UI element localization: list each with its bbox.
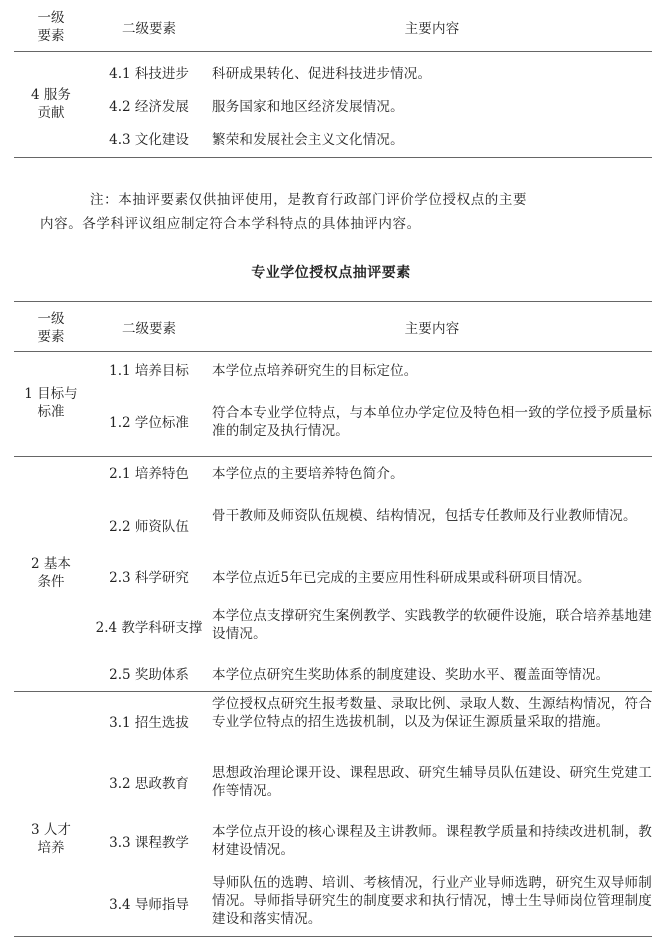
header-level2: 二级要素: [122, 21, 176, 37]
level2-2-5: 2.5 奖助体系: [109, 667, 189, 683]
header-content: 主要内容: [404, 21, 460, 37]
content-4-3: 繁荣和发展社会主义文化情况。: [212, 132, 404, 148]
content-2-3: 本学位点近5年已完成的主要应用性科研成果或科研项目情况。: [212, 570, 591, 586]
table1-bottom-rule: [14, 157, 652, 158]
table-professional-degree: [14, 296, 652, 943]
level1-basic-conditions: 2 基本 条件: [31, 556, 71, 590]
table2-bottom-rule: [14, 936, 652, 937]
content-2-5: 本学位点研究生奖助体系的制度建设、奖助水平、覆盖面等情况。: [212, 667, 610, 683]
level1-service: 4 服务 贡献: [31, 87, 71, 121]
header-level1: 一级 要素: [37, 311, 65, 345]
level2-3-1: 3.1 招生选拔: [109, 715, 189, 731]
note-line-1: 注：本抽评要素仅供抽评使用，是教育行政部门评价学位授权点的主要: [90, 192, 528, 208]
level2-2-1: 2.1 培养特色: [109, 466, 189, 482]
level2-3-4: 3.4 导师指导: [109, 897, 189, 913]
header-level2: 二级要素: [122, 321, 176, 337]
content-2-4: 本学位点支撑研究生案例教学、实践教学的软硬件设施，联合培养基地建设情况。: [212, 608, 652, 642]
table-service-contribution: [14, 0, 652, 160]
level1-talent-cultivation: 3 人才 培养: [31, 822, 71, 856]
header-rule: [14, 51, 652, 52]
content-4-1: 科研成果转化、促进科技进步情况。: [212, 66, 432, 82]
group1-rule: [14, 456, 652, 457]
header-level1: 一级 要素: [37, 10, 65, 44]
content-2-2: 骨干教师及师资队伍规模、结构情况，包括专任教师及行业教师情况。: [212, 508, 637, 524]
content-1-1: 本学位点培养研究生的目标定位。: [212, 363, 418, 379]
level2-2-2: 2.2 师资队伍: [109, 519, 189, 535]
level2-4-1: 4.1 科技进步: [109, 66, 189, 82]
note-line-2: 内容。各学科评议组应制定符合本学科特点的具体抽评内容。: [40, 216, 421, 232]
content-3-4: 导师队伍的选聘、培训、考核情况，行业产业导师选聘，研究生双导师制情况。导师指导研究生的制度要求和执行情况，博士生导师岗位管理制度建设和落实情况。: [212, 875, 652, 927]
content-3-2: 思想政治理论课开设、课程思政、研究生辅导员队伍建设、研究生党建工作等情况。: [212, 765, 652, 799]
level2-4-3: 4.3 文化建设: [109, 132, 189, 148]
level2-2-3: 2.3 科学研究: [109, 570, 189, 586]
content-1-2: 符合本专业学位特点，与本单位办学定位及特色相一致的学位授予质量标准的制定及执行情况。: [212, 405, 652, 439]
section-title: 专业学位授权点抽评要素: [251, 265, 411, 281]
group2-rule: [14, 691, 652, 692]
content-2-1: 本学位点的主要培养特色简介。: [212, 466, 404, 482]
level2-4-2: 4.2 经济发展: [109, 99, 189, 115]
level2-1-2: 1.2 学位标准: [109, 415, 189, 431]
content-4-2: 服务国家和地区经济发展情况。: [212, 99, 404, 115]
note-paragraph: [40, 188, 630, 236]
header-content: 主要内容: [404, 321, 460, 337]
table2-header-rule: [14, 351, 652, 352]
level2-1-1: 1.1 培养目标: [109, 363, 189, 379]
table2-top-rule: [14, 301, 652, 302]
content-3-1: 学位授权点研究生报考数量、录取比例、录取人数、生源结构情况，符合专业学位特点的招生选拔机制，以及为保证生源质量采取的措施。: [212, 696, 652, 730]
level2-3-3: 3.3 课程教学: [109, 835, 189, 851]
level1-goal-standard: 1 目标与 标准: [24, 386, 78, 420]
content-3-3: 本学位点开设的核心课程及主讲教师。课程教学质量和持续改进机制，教材建设情况。: [212, 824, 652, 858]
level2-3-2: 3.2 思政教育: [109, 776, 189, 792]
level2-2-4: 2.4 教学科研支撑: [95, 620, 203, 636]
